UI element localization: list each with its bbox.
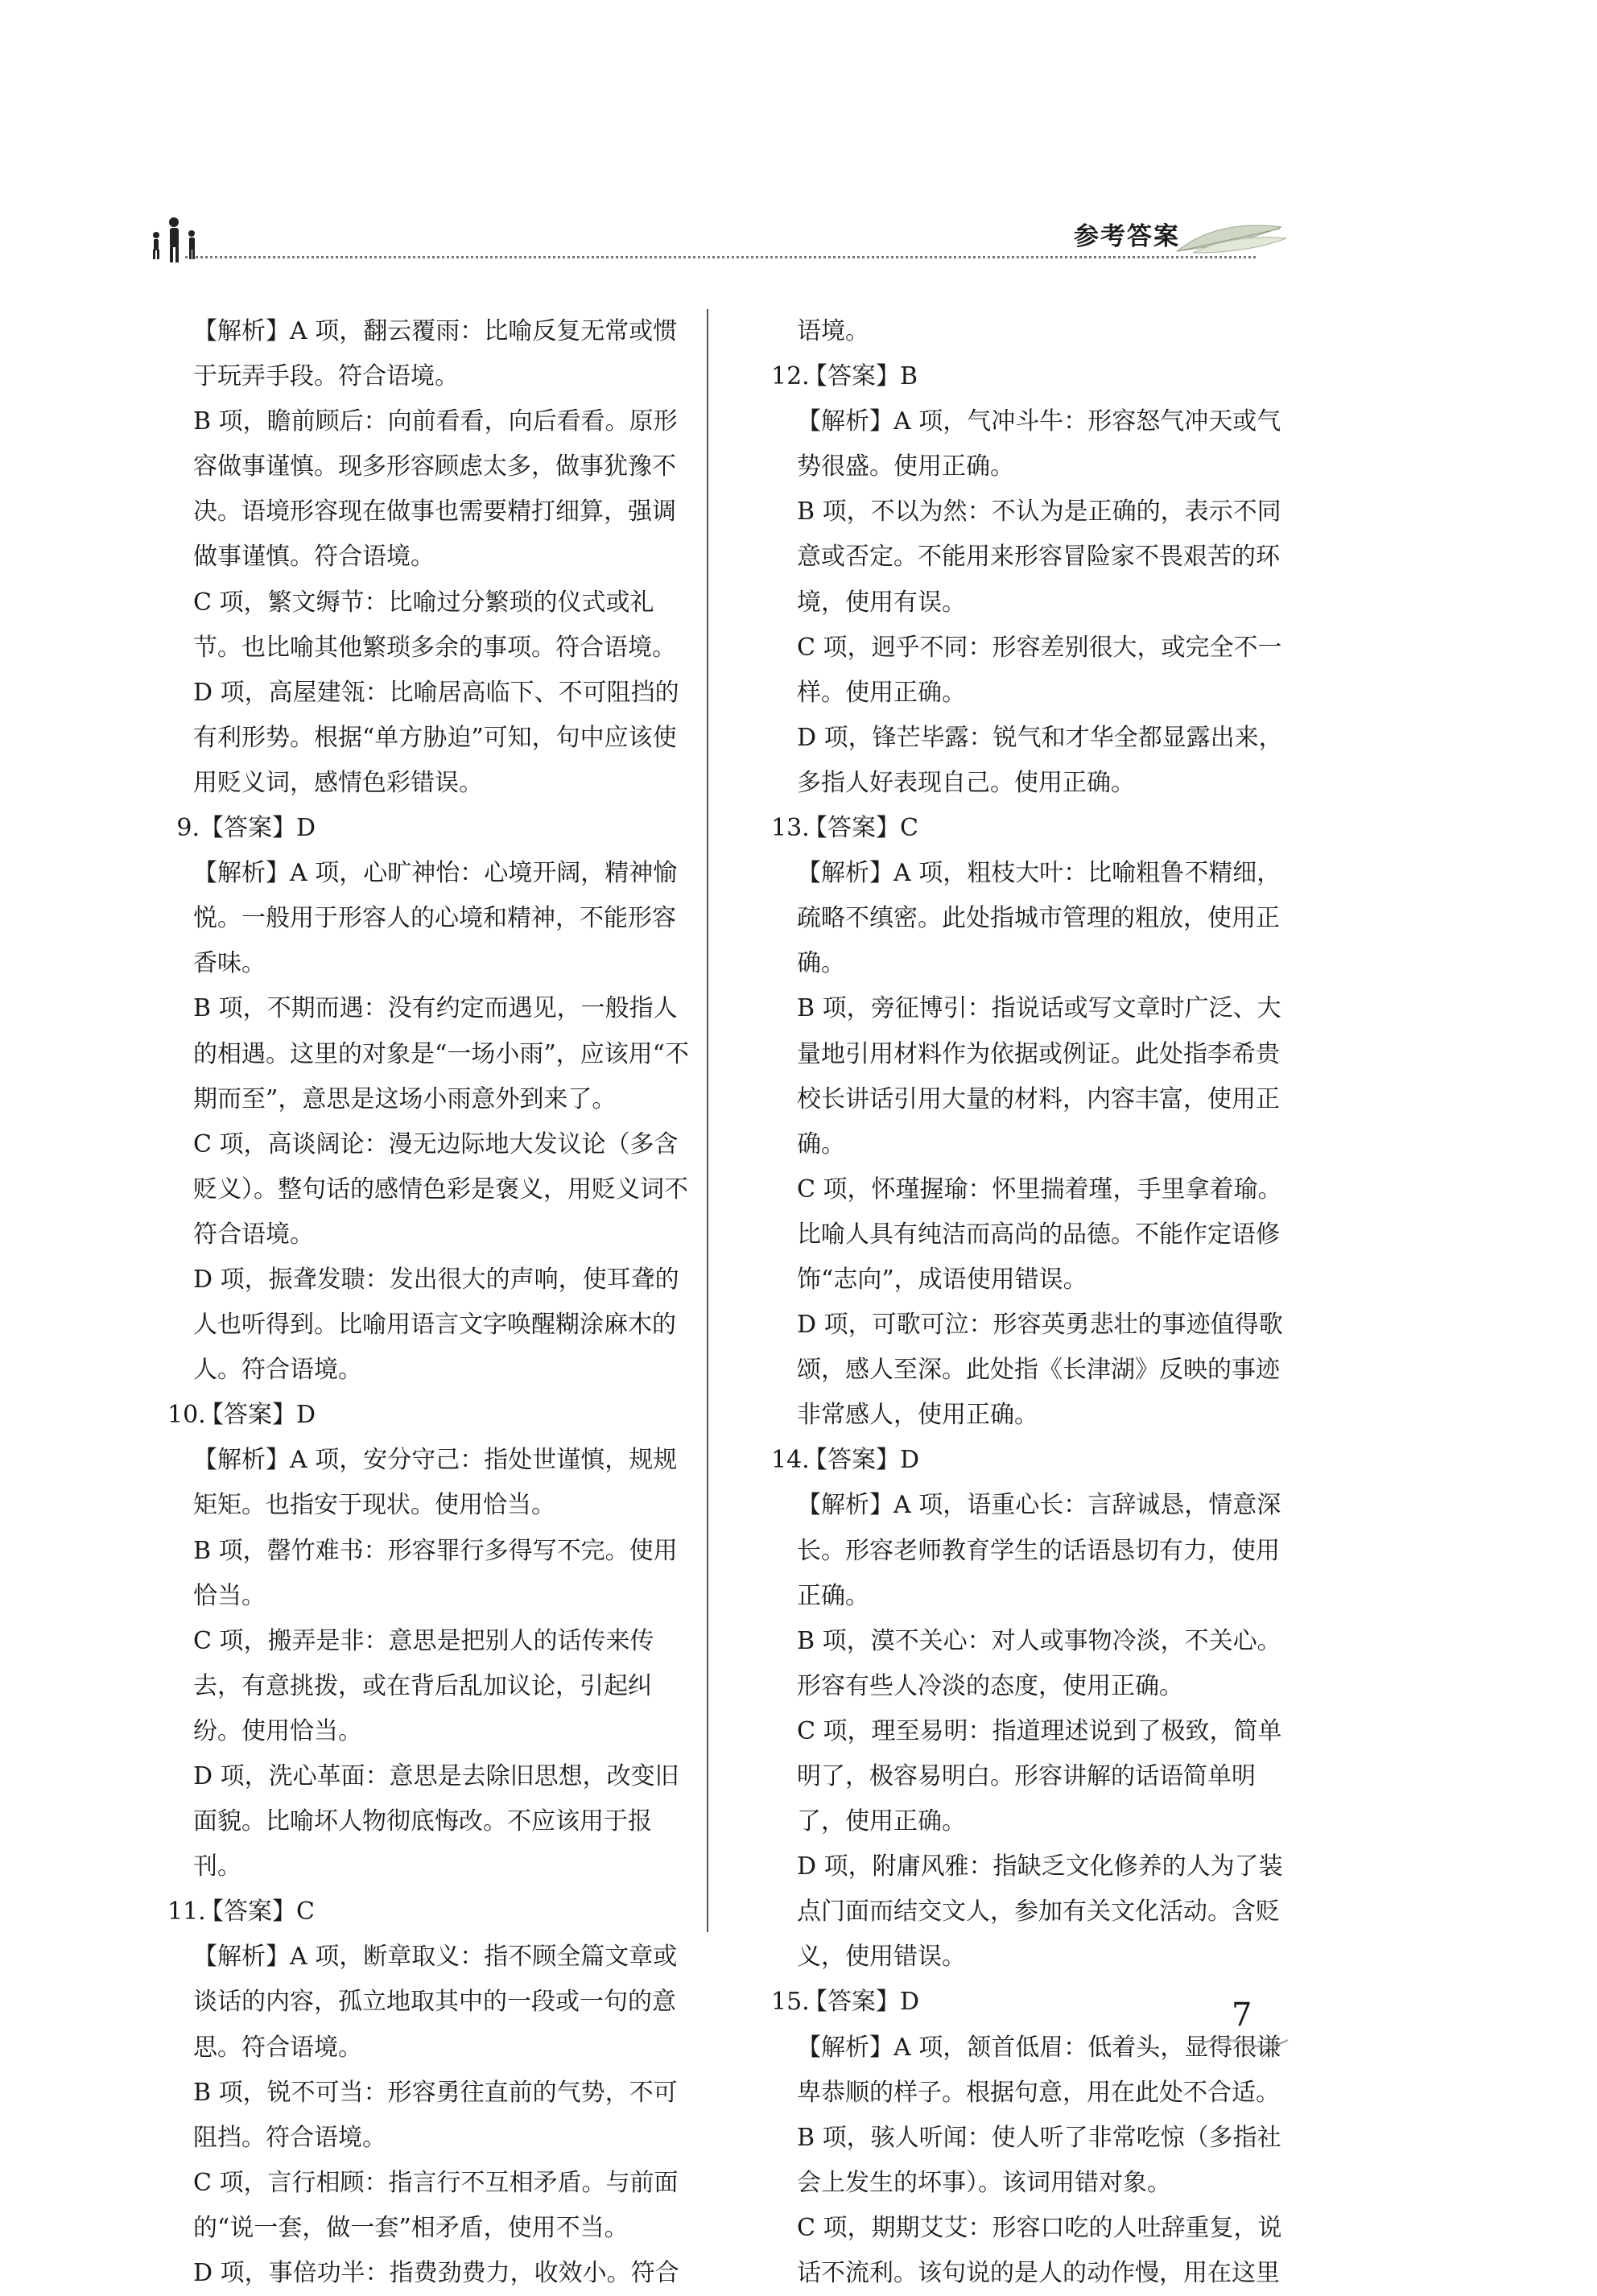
explanation-paragraph: B 项，漠不关心：对人或事物冷淡，不关心。形容有些人冷淡的态度，使用正确。	[797, 1626, 1281, 1700]
question-number: 15.	[771, 1988, 810, 2017]
explanation-paragraph: C 项，理至易明：指道理述说到了极致，简单明了，极容易明白。形容讲解的话语简单明了，使用正确。	[797, 1716, 1282, 1836]
answer-heading	[167, 1889, 699, 1935]
question-number: 14.	[771, 1446, 810, 1475]
column-divider	[707, 309, 708, 1932]
answer-text: 【答案】C	[200, 1898, 315, 1926]
explanation-paragraph: 【解析】A 项，气冲斗牛：形容怒气冲天或气势很盛。使用正确。	[797, 407, 1281, 481]
header-logo-icon	[146, 211, 211, 267]
explanation-paragraph: D 项，洗心革面：意思是去除旧思想，改变旧面貌。比喻坏人物彻底悔改。不应该用于报刊。	[193, 1762, 679, 1881]
explanation-paragraph: B 项，旁征博引：指说话或写文章时广泛、大量地引用材料作为依据或例证。此处指李希贵校长讲话引用大量的材料，内容丰富，使用正确。	[797, 994, 1281, 1158]
leaf-ornament-icon	[1169, 211, 1290, 259]
explanation-paragraph: 【解析】A 项，安分守己：指处世谨慎，规规矩矩。也指安于现状。使用恰当。	[193, 1446, 678, 1520]
answer-heading	[771, 1438, 1302, 1483]
question-number: 9.	[176, 814, 200, 843]
question-number: 12.	[771, 362, 810, 391]
explanation-paragraph: C 项，言行相顾：指言行不互相矛盾。与前面的“说一套，做一套”相矛盾，使用不当。	[193, 2168, 679, 2242]
explanation-paragraph: 【解析】A 项，断章取义：指不顾全篇文章或谈话的内容，孤立地取其中的一段或一句的意思。符合语境。	[193, 1943, 678, 2062]
explanation-paragraph: D 项，附庸风雅：指缺乏文化修养的人为了装点门面而结交文人，参加有关文化活动。含贬义，使用错误。	[797, 1852, 1283, 1972]
explanation-paragraph: 【解析】A 项，翻云覆雨：比喻反复无常或惯于玩弄手段。符合语境。	[193, 317, 678, 391]
question-number: 10.	[167, 1401, 206, 1430]
explanation-paragraph: D 项，事倍功半：指费劲费力，收效小。符合	[193, 2259, 679, 2288]
explanation-paragraph: C 项，怀瑾握瑜：怀里揣着瑾，手里拿着瑜。比喻人具有纯洁而高尚的品德。不能作定语修饰“志向”，成语使用错误。	[797, 1175, 1282, 1294]
explanation-paragraph: 【解析】A 项，心旷神怡：心境开阔，精神愉悦。一般用于形容人的心境和精神，不能形容香味。	[193, 859, 678, 978]
explanation-paragraph: C 项，高谈阔论：漫无边际地大发议论（多含贬义）。整句话的感情色彩是褒义，用贬义词不符合语境。	[193, 1129, 688, 1249]
header-title: 参考答案	[1074, 222, 1180, 251]
answer-text: 【答案】B	[803, 362, 918, 391]
explanation-paragraph: C 项，期期艾艾：形容口吃的人吐辞重复，说话不流利。该句说的是人的动作慢，用在这里	[797, 2213, 1282, 2288]
explanation-paragraph: C 项，搬弄是非：意思是把别人的话传来传去，有意挑拨，或在背后乱加议论，引起纠纷。使用恰当。	[193, 1626, 654, 1745]
answer-text: 【答案】D	[803, 1446, 920, 1475]
answer-text: 【答案】D	[200, 814, 316, 843]
explanation-paragraph: B 项，不以为然：不认为是正确的，表示不同意或否定。不能用来形容冒险家不畏艰苦的环境，使用有误。	[797, 498, 1281, 617]
explanation-paragraph: 【解析】A 项，颔首低眉：低着头，显得很谦卑恭顺的样子。根据句意，用在此处不合适。	[797, 2033, 1281, 2107]
answer-text: 【答案】D	[803, 1988, 920, 2017]
answer-text: 【答案】C	[803, 814, 918, 843]
answer-text: 【答案】D	[200, 1401, 316, 1430]
answer-heading	[771, 1980, 1302, 2025]
answer-heading	[771, 354, 1302, 399]
header-rule	[185, 256, 1256, 258]
explanation-paragraph: 【解析】A 项，粗枝大叶：比喻粗鲁不精细，疏略不缜密。此处指城市管理的粗放，使用正确。	[797, 859, 1281, 978]
left-column	[167, 309, 699, 2296]
answer-heading	[771, 806, 1302, 851]
page-ornament-icon	[1195, 2034, 1291, 2051]
explanation-paragraph: B 项，不期而遇：没有约定而遇见，一般指人的相遇。这里的对象是“一场小雨”，应该用“不期而至”，意思是这场小雨意外到来了。	[193, 994, 690, 1113]
explanation-paragraph: B 项，骇人听闻：使人听了非常吃惊（多指社会上发生的坏事）。该词用错对象。	[797, 2123, 1281, 2197]
explanation-paragraph: C 项，迥乎不同：形容差别很大，或完全不一样。使用正确。	[797, 633, 1282, 707]
explanation-paragraph: C 项，繁文缛节：比喻过分繁琐的仪式或礼节。也比喻其他繁琐多余的事项。符合语境。	[193, 588, 676, 662]
answer-heading	[167, 1393, 699, 1438]
explanation-paragraph: B 项，锐不可当：形容勇往直前的气势，不可阻挡。符合语境。	[193, 2078, 678, 2152]
explanation-paragraph: B 项，瞻前顾后：向前看看，向后看看。原形容做事谨慎。现多形容顾虑太多，做事犹豫不决。语境形容现在做事也需要精打细算，强调做事谨慎。符合语境。	[193, 407, 678, 572]
question-number: 13.	[771, 814, 810, 843]
explanation-paragraph: D 项，可歌可泣：形容英勇悲壮的事迹值得歌颂，感人至深。此处指《长津湖》反映的事迹非常感人，使用正确。	[797, 1311, 1283, 1430]
explanation-paragraph: D 项，高屋建瓴：比喻居高临下、不可阻挡的有利形势。根据“单方胁迫”可知，句中应该使用贬义词，感情色彩错误。	[193, 678, 679, 797]
page-number: 7	[1232, 1997, 1252, 2034]
explanation-paragraph: 语境。	[797, 317, 869, 345]
explanation-paragraph: 【解析】A 项，语重心长：言辞诚恳，情意深长。形容老师教育学生的话语恳切有力，使用正确。	[797, 1491, 1281, 1610]
explanation-paragraph: D 项，锋芒毕露：锐气和才华全都显露出来，多指人好表现自己。使用正确。	[797, 723, 1283, 797]
explanation-paragraph: D 项，振聋发聩：发出很大的声响，使耳聋的人也听得到。比喻用语言文字唤醒糊涂麻木的人。符合语境。	[193, 1265, 679, 1385]
right-column	[771, 309, 1302, 2296]
answer-heading	[167, 806, 699, 851]
explanation-paragraph: B 项，罄竹难书：形容罪行多得写不完。使用恰当。	[193, 1536, 678, 1610]
question-number: 11.	[167, 1898, 206, 1926]
